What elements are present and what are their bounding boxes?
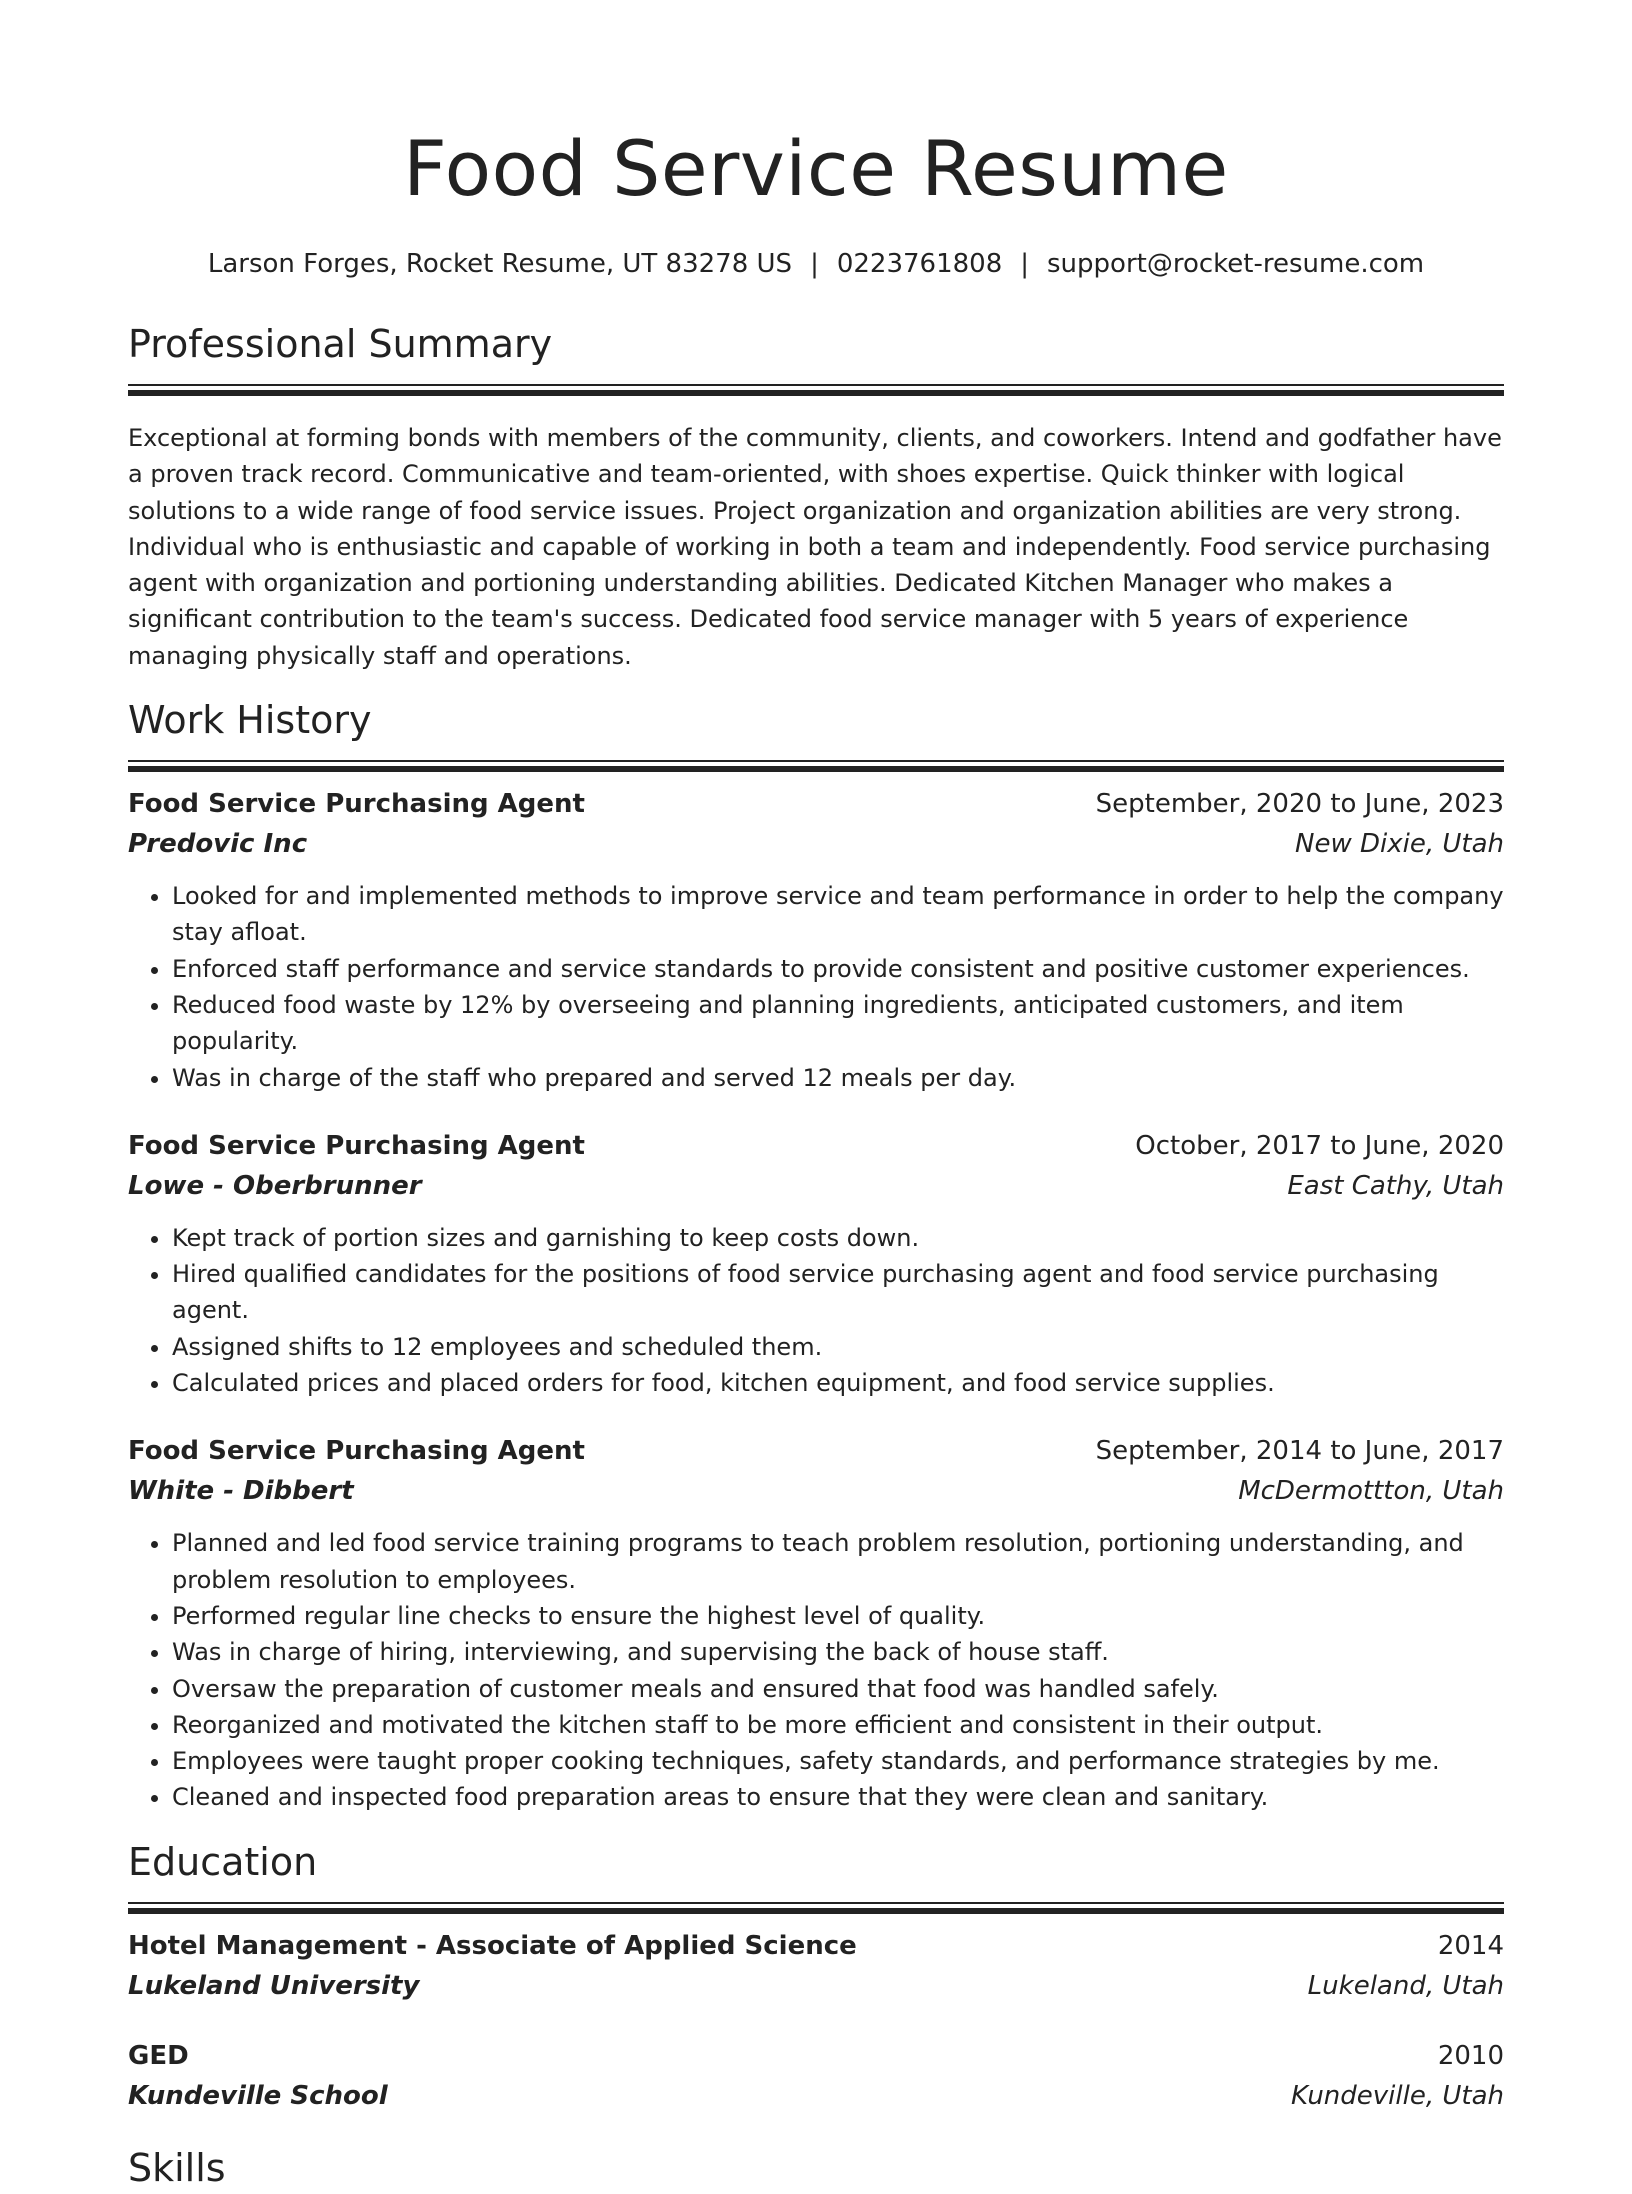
education-location: Kundeville, Utah (1290, 2080, 1504, 2111)
job-dates: October, 2017 to June, 2020 (1135, 1130, 1504, 1161)
job-entry (128, 1431, 1504, 1815)
contact-phone: 0223761808 (836, 249, 1003, 279)
job-bullets (128, 878, 1504, 1096)
list-item: • Performed regular line checks to ensure the highest level of quality. (172, 1598, 1504, 1634)
contact-separator: | (810, 249, 819, 279)
contact-email: support@rocket-resume.com (1047, 249, 1425, 279)
job-header-row (128, 784, 1504, 824)
job-dates: September, 2020 to June, 2023 (1095, 789, 1504, 820)
education-section (128, 1836, 1504, 2116)
education-school-row (128, 2076, 1504, 2116)
education-degree: Hotel Management - Associate of Applied Science (128, 1930, 857, 1961)
job-entry (128, 784, 1504, 1096)
summary-text: Exceptional at forming bonds with members of the community, clients, and coworkers. Intend and godfather have a proven track record. Communicative and team-oriented, with shoes expertise. Quick thinker with logical solutions to a wide range of food service issues. Project organization and organization abilities are very strong. Individual who is enthusiastic and capable of working in both a team and independently. Food service purchasing agent with organization and portioning understanding abilities. Dedicated Kitchen Manager who makes a significant contribution to the team's success. Dedicated food service manager with 5 years of experience managing physically staff and operations. (128, 424, 1502, 670)
resume-title: Food Service Resume (403, 124, 1229, 213)
list-item: • Enforced staff performance and service standards to provide consistent and positive customer experiences. (172, 951, 1504, 987)
job-title: Food Service Purchasing Agent (128, 789, 585, 820)
list-item: • Oversaw the preparation of customer meals and ensured that food was handled safely. (172, 1671, 1504, 1707)
education-school: Kundeville School (128, 2080, 388, 2111)
job-bullets (128, 1220, 1504, 1401)
list-item: • Planned and led food service training programs to teach problem resolution, portioning understanding, and problem resolution to employees. (172, 1525, 1504, 1598)
section-divider (128, 384, 1504, 386)
job-location: New Dixie, Utah (1295, 829, 1504, 860)
job-company-row (128, 1471, 1504, 1511)
job-company-row (128, 1166, 1504, 1206)
section-heading: Education (128, 1839, 318, 1884)
job-header-row (128, 1431, 1504, 1471)
list-item: • Reduced food waste by 12% by overseeing and planning ingredients, anticipated customers, and item popularity. (172, 987, 1504, 1060)
job-company: Predovic Inc (128, 829, 308, 860)
job-company: Lowe - Oberbrunner (128, 1170, 422, 1201)
section-divider (128, 1902, 1504, 1904)
job-dates: September, 2014 to June, 2017 (1095, 1436, 1504, 1467)
job-company: White - Dibbert (128, 1476, 354, 1507)
job-bullets (128, 1525, 1504, 1815)
list-item: • Hired qualified candidates for the positions of food service purchasing agent and food service purchasing agent. (172, 1256, 1504, 1329)
contact-separator: | (1020, 249, 1030, 279)
list-item: • Was in charge of the staff who prepared and served 12 meals per day. (172, 1060, 1504, 1096)
summary-section (128, 318, 1504, 674)
list-item: • Looked for and implemented methods to improve service and team performance in order to help the company stay afloat. (172, 878, 1504, 951)
education-school: Lukeland University (128, 1970, 420, 2001)
section-heading: Skills (128, 2145, 226, 2190)
education-year: 2014 (1437, 1930, 1504, 1961)
education-entry (128, 2036, 1504, 2116)
section-heading: Work History (128, 698, 372, 743)
list-item: • Kept track of portion sizes and garnishing to keep costs down. (172, 1220, 1504, 1256)
job-entry (128, 1126, 1504, 1401)
job-company-row (128, 824, 1504, 864)
education-entry (128, 1926, 1504, 2006)
list-item: • Cleaned and inspected food preparation areas to ensure that they were clean and sanitary. (172, 1779, 1504, 1815)
section-divider (128, 760, 1504, 762)
job-header-row (128, 1126, 1504, 1166)
education-location: Lukeland, Utah (1307, 1970, 1504, 2001)
job-title: Food Service Purchasing Agent (128, 1436, 585, 1467)
skills-section (128, 2142, 1504, 2194)
list-item: • Was in charge of hiring, interviewing, and supervising the back of house staff. (172, 1634, 1504, 1670)
education-year: 2010 (1437, 2040, 1504, 2071)
job-location: McDermottton, Utah (1238, 1476, 1504, 1507)
list-item: • Calculated prices and placed orders for food, kitchen equipment, and food service supplies. (172, 1365, 1504, 1401)
job-location: East Cathy, Utah (1287, 1170, 1504, 1201)
education-header-row (128, 2036, 1504, 2076)
education-school-row (128, 1966, 1504, 2006)
education-header-row (128, 1926, 1504, 1966)
work-history-section (128, 694, 1504, 1816)
contact-line (128, 246, 1504, 282)
list-item: • Assigned shifts to 12 employees and scheduled them. (172, 1329, 1504, 1365)
list-item: • Reorganized and motivated the kitchen staff to be more efficient and consistent in their output. (172, 1707, 1504, 1743)
job-title: Food Service Purchasing Agent (128, 1130, 585, 1161)
section-heading: Professional Summary (128, 322, 553, 366)
education-degree: GED (128, 2040, 189, 2071)
contact-address: Larson Forges, Rocket Resume, UT 83278 US (207, 249, 793, 279)
list-item: • Employees were taught proper cooking techniques, safety standards, and performance strategies by me. (172, 1743, 1504, 1779)
